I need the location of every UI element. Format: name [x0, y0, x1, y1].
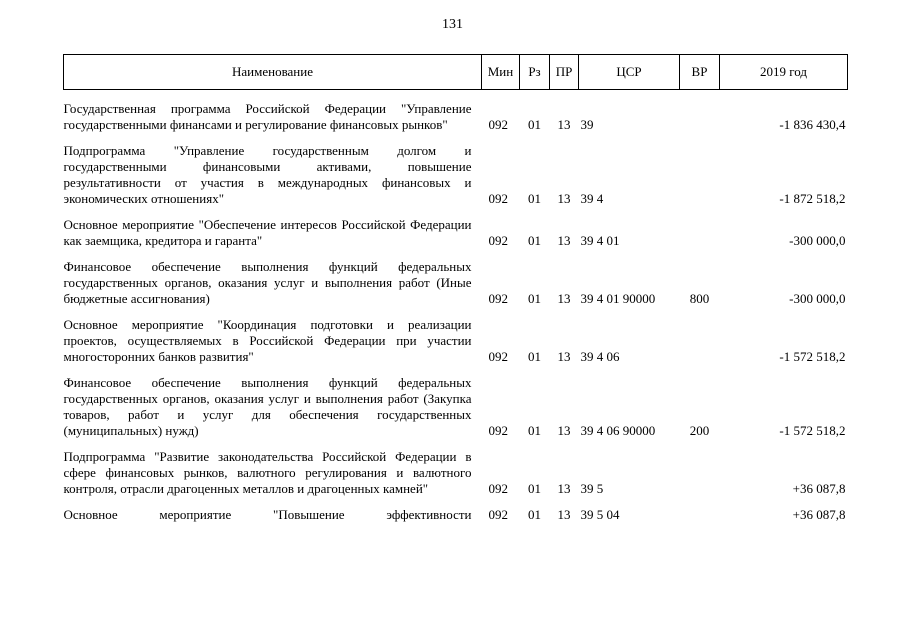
row-min: 092	[488, 233, 508, 248]
header-year: 2019 год	[720, 55, 848, 90]
row-rz: 01	[528, 117, 541, 132]
row-amount: +36 087,8	[792, 507, 846, 522]
row-pr: 13	[557, 507, 571, 522]
row-vr	[680, 497, 720, 523]
row-rz: 01	[528, 349, 541, 364]
row-pr: 13	[557, 423, 571, 438]
row-min: 092	[488, 291, 508, 306]
row-vr: 800	[689, 291, 710, 306]
row-amount: -1 872 518,2	[779, 191, 846, 206]
row-vr: 200	[689, 423, 710, 438]
table-row	[64, 133, 848, 207]
header-min: Мин	[482, 55, 520, 90]
row-csr: 39 5 04	[580, 507, 620, 522]
table-row	[64, 497, 848, 523]
row-rz: 01	[528, 481, 541, 496]
row-name: Основное мероприятие "Повышение эффективности	[63, 507, 472, 522]
header-csr: ЦСР	[579, 55, 680, 90]
header-rz: Рз	[520, 55, 550, 90]
row-csr: 39 4 01 90000	[580, 291, 656, 306]
header-name: Наименование	[64, 55, 482, 90]
row-vr	[680, 133, 720, 207]
row-amount: +36 087,8	[792, 481, 846, 496]
row-csr: 39 5	[580, 481, 604, 496]
table-row	[64, 90, 848, 134]
row-rz: 01	[528, 233, 541, 248]
page-number: 131	[442, 17, 463, 32]
row-rz: 01	[528, 291, 541, 306]
row-name: Основное мероприятие "Обеспечение интересов Российской Федерации как заемщика, кредитора и гаранта"	[63, 217, 472, 248]
table-body	[64, 90, 848, 524]
table-row	[64, 365, 848, 439]
table-row	[64, 307, 848, 365]
row-name: Финансовое обеспечение выполнения функций федеральных государственных органов, оказания услуг и выполнения работ (Иные бюджетные ассигнования)	[63, 259, 472, 306]
row-csr: 39	[580, 117, 594, 132]
row-vr	[680, 307, 720, 365]
row-vr	[680, 439, 720, 497]
row-min: 092	[488, 117, 508, 132]
row-name: Подпрограмма "Развитие законодательства Российской Федерации в сфере финансовых рынков, валютного регулирования и валютного контроля, отрасли драгоценных металлов и драгоценных камней"	[63, 449, 472, 496]
row-min: 092	[488, 507, 508, 522]
row-rz: 01	[528, 191, 541, 206]
row-pr: 13	[557, 117, 571, 132]
row-rz: 01	[528, 507, 541, 522]
row-name: Основное мероприятие "Координация подготовки и реализации проектов, осуществляемых в Российской Федерации при участии многосторонних банков развития"	[63, 317, 472, 364]
table-row	[64, 439, 848, 497]
row-pr: 13	[557, 233, 571, 248]
row-pr: 13	[557, 291, 571, 306]
row-rz: 01	[528, 423, 541, 438]
row-name: Государственная программа Российской Федерации "Управление государственными финансами и регулирование финансовых рынков"	[63, 101, 472, 132]
budget-table	[63, 54, 848, 523]
table-row	[64, 207, 848, 249]
row-amount: -1 572 518,2	[779, 423, 846, 438]
row-vr	[680, 90, 720, 134]
header-pr: ПР	[550, 55, 579, 90]
row-min: 092	[488, 481, 508, 496]
row-pr: 13	[557, 349, 571, 364]
row-amount: -1 572 518,2	[779, 349, 846, 364]
header-vr: ВР	[680, 55, 720, 90]
row-csr: 39 4 06 90000	[580, 423, 656, 438]
row-amount: -1 836 430,4	[779, 117, 846, 132]
row-amount: -300 000,0	[789, 291, 846, 306]
row-csr: 39 4 01	[580, 233, 620, 248]
table-header	[64, 55, 848, 90]
row-name: Подпрограмма "Управление государственным долгом и государственными финансовыми активами, повышение результативности от участия в международных финансовых и экономических отношениях"	[63, 143, 472, 206]
row-csr: 39 4 06	[580, 349, 620, 364]
table-row	[64, 249, 848, 307]
row-pr: 13	[557, 481, 571, 496]
row-csr: 39 4	[580, 191, 604, 206]
row-min: 092	[488, 191, 508, 206]
row-amount: -300 000,0	[789, 233, 846, 248]
row-name: Финансовое обеспечение выполнения функций федеральных государственных органов, оказания услуг и выполнения работ (Закупка товаров, работ и услуг для обеспечения государственных (муниципальных) нужд)	[63, 375, 472, 438]
row-pr: 13	[557, 191, 571, 206]
row-min: 092	[488, 349, 508, 364]
row-vr	[680, 207, 720, 249]
row-min: 092	[488, 423, 508, 438]
